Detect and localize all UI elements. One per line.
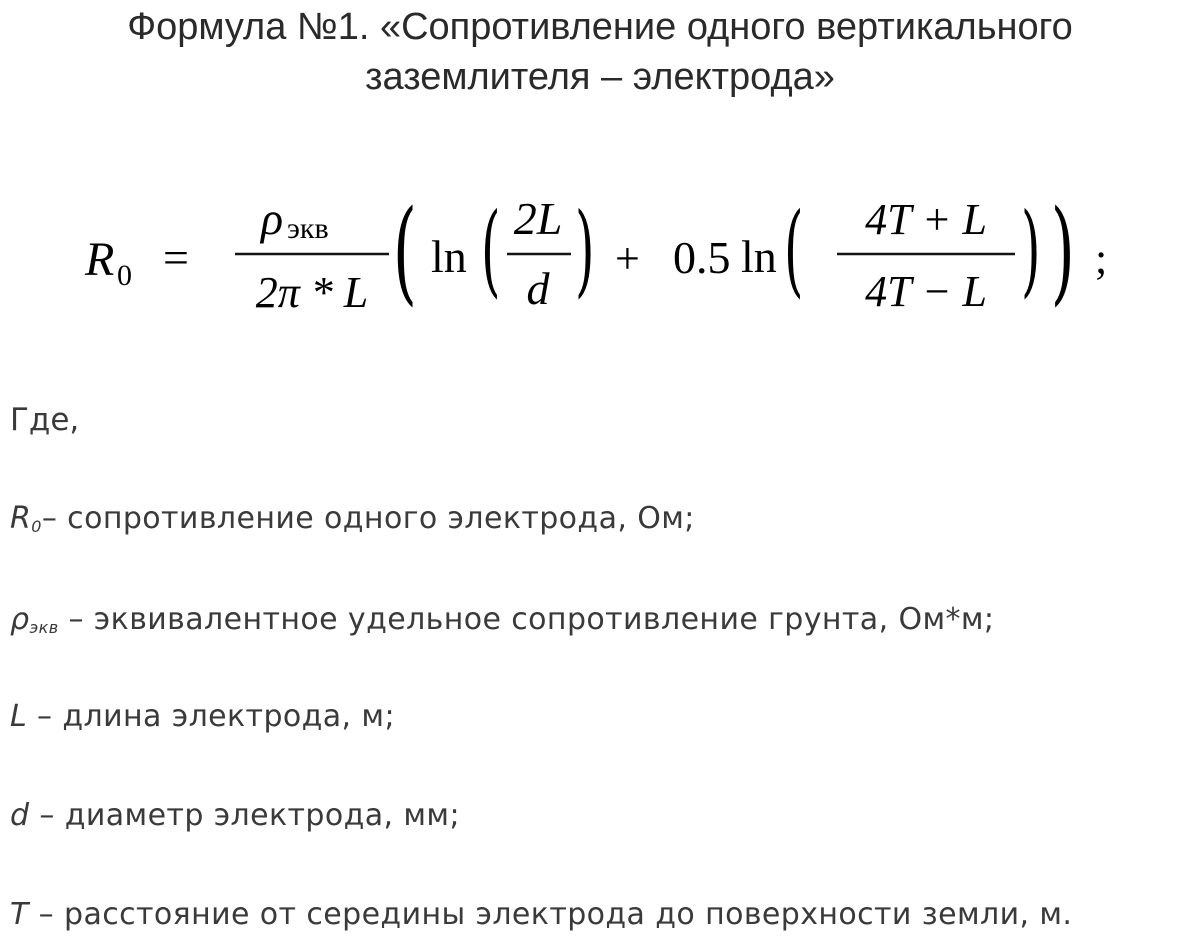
close-paren-outer: )	[1050, 187, 1075, 318]
title-line-1: Формула №1. «Сопротивление одного вертикального	[127, 6, 1073, 48]
symbol-r: R	[10, 501, 32, 536]
resistance-formula	[75, 172, 1135, 332]
definition-r0	[10, 497, 695, 541]
ln-1: ln	[431, 231, 467, 282]
frac2-denominator: d	[526, 263, 550, 314]
symbol-d: d	[10, 798, 30, 833]
frac3-numerator: 4T + L	[865, 195, 987, 244]
frac1-numerator: ρ	[261, 193, 284, 244]
frac3-denominator: 4T − L	[865, 267, 987, 316]
formula-equals: =	[163, 232, 189, 283]
close-paren-1: )	[575, 191, 595, 309]
symbol-rho-sub: экв	[29, 618, 59, 637]
formula-plus: +	[615, 234, 640, 283]
definition-d	[10, 794, 460, 838]
formula-semicolon: ;	[1095, 234, 1108, 283]
where-label: Где,	[10, 402, 80, 438]
definition-l	[10, 695, 395, 739]
formula-svg	[75, 172, 1135, 332]
close-paren-2: )	[1021, 191, 1041, 309]
symbol-l: L	[10, 699, 28, 734]
symbol-rho: ρ	[10, 602, 30, 637]
definition-d-text: – диаметр электрода, мм;	[29, 798, 460, 833]
open-paren-1: (	[481, 191, 501, 309]
definition-l-text: – длина электрода, м;	[27, 699, 395, 734]
open-paren-2: (	[784, 191, 804, 309]
ln-2: ln	[741, 231, 777, 282]
frac1-numerator-sub: экв	[287, 212, 329, 245]
definition-t-text: – расстояние от середины электрода до поверхности земли, м.	[28, 897, 1073, 932]
page-title	[0, 2, 1200, 102]
definition-t	[10, 893, 1072, 937]
definition-rho	[10, 598, 994, 642]
definition-rho-text: – эквивалентное удельное сопротивление грунта, Ом*м;	[58, 602, 995, 637]
formula-lhs-sub: 0	[117, 259, 132, 292]
title-line-2: заземлителя – электрода»	[365, 56, 835, 98]
formula-lhs: R	[85, 233, 115, 286]
frac2-numerator: 2L	[513, 193, 563, 244]
frac1-denominator: 2π * L	[255, 268, 369, 317]
symbol-r-sub: 0	[31, 517, 42, 536]
formula-coef: 0.5	[673, 232, 731, 283]
definition-r0-text: – сопротивление одного электрода, Ом;	[41, 501, 695, 536]
open-paren-outer: (	[392, 187, 417, 318]
symbol-t: T	[10, 897, 29, 932]
